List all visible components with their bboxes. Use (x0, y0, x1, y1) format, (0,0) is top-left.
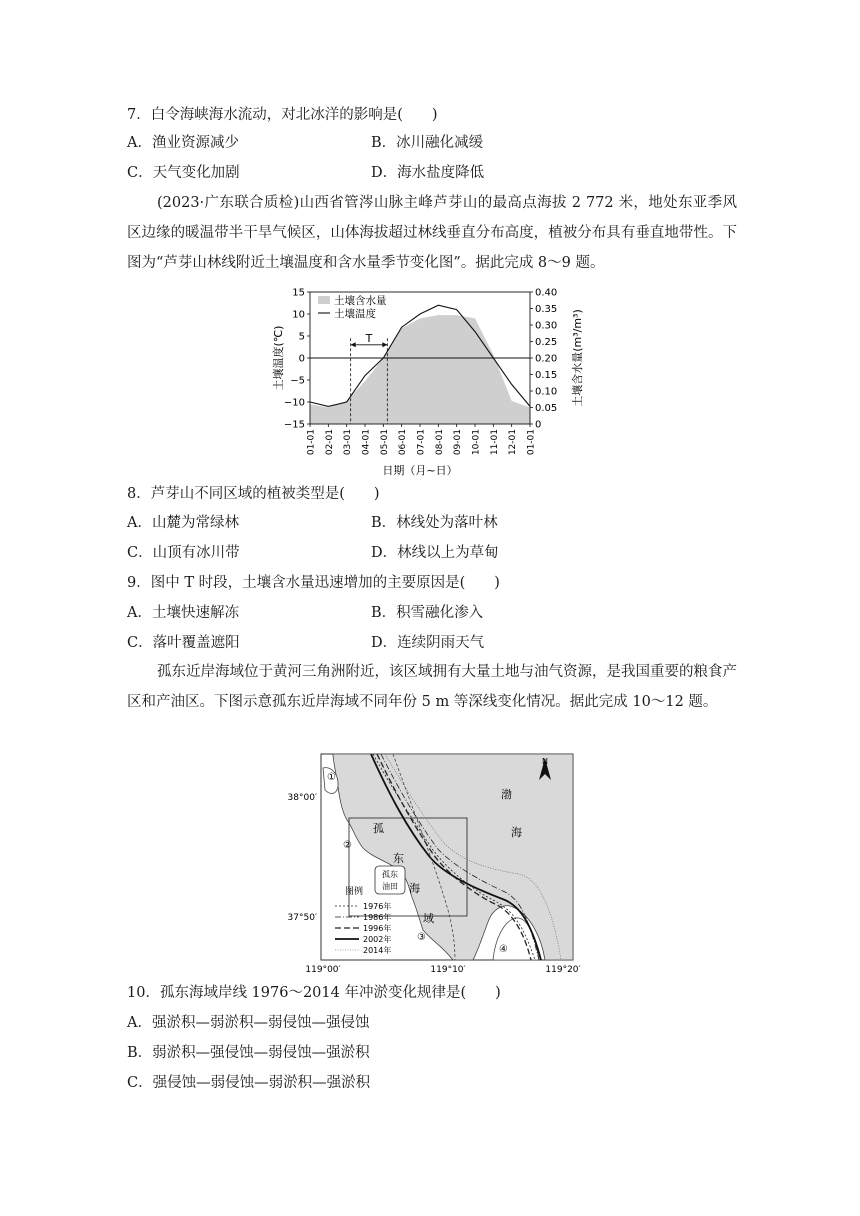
q9-option-d: D．连续阴雨天气 (371, 635, 485, 651)
sea-label-2: 海 (511, 826, 522, 839)
oilfield-label-2: 油田 (382, 882, 398, 891)
x-tick-label: 07-01 (416, 429, 427, 456)
y2-tick-label: 0.15 (535, 370, 558, 381)
q8-option-d: D．林线以上为草甸 (371, 545, 499, 561)
q9-option-a: A．土壤快速解冻 (127, 605, 239, 621)
y-tick-label: 0 (298, 353, 305, 365)
q7-option-a: A．渔业资源减少 (127, 135, 239, 151)
x-tick-label: 11-01 (489, 429, 500, 456)
marker-1: ① (327, 772, 336, 783)
y2-tick-label: 0.25 (535, 337, 558, 348)
q10-option-a: A．强淤积—弱淤积—弱侵蚀—强侵蚀 (127, 1015, 370, 1031)
passage-gudong-text: 孤东近岸海域位于黄河三角洲附近，该区域拥有大量土地与油气资源，是我国重要的粮食产区和产油区。下图示意孤东近岸海域不同年份 5 m 等深线变化情况。据此完成 10～12 题。 (127, 664, 737, 710)
y-tick-label: 5 (298, 331, 305, 343)
q8-option-b: B．林线处为落叶林 (371, 515, 498, 531)
y-tick-label: −5 (290, 375, 305, 387)
period-label: T (365, 331, 373, 345)
legend-moisture: 土壤含水量 (334, 295, 387, 307)
x-tick-label: 12-01 (508, 429, 519, 456)
marker-2: ② (343, 840, 352, 851)
moisture-area (310, 315, 530, 424)
passage-luyashan-text: (2023·广东联合质检)山西省管涔山脉主峰芦芽山的最高点海拔 2 772 米，地处东亚季风区边缘的暖温带半干旱气候区，山体海拔超过林线垂直分布高度，植被分布具有垂直地带性。下图为“芦芽山林线附近土壤温度和含水量季节变化图”。据此完成 8～9 题。 (127, 195, 737, 271)
marker-3: ③ (417, 932, 426, 943)
q7-option-b: B．冰川融化减缓 (371, 135, 484, 151)
y2-tick-label: 0.10 (535, 386, 558, 398)
q10-stem: 10．孤东海域岸线 1976～2014 年冲淤变化规律是( ) (127, 985, 501, 1001)
y2-tick-label: 0 (535, 419, 542, 431)
legend-title: 图例 (345, 887, 364, 897)
legend-temperature: 土壤温度 (334, 308, 376, 320)
y2-tick-label: 0.30 (535, 320, 558, 332)
x-tick-label: 08-01 (434, 429, 445, 456)
q8-option-c: C．山顶有冰川带 (127, 545, 240, 561)
region-char-3: 海 (409, 882, 420, 895)
legend-1996: 1996年 (363, 924, 392, 933)
x-tick-label: 04-01 (361, 429, 372, 456)
y-tick-label: 10 (292, 309, 305, 321)
soil-chart (268, 284, 593, 479)
q10-option-b: B．弱淤积—强侵蚀—弱侵蚀—强淤积 (127, 1045, 370, 1061)
marker-4: ④ (499, 944, 508, 955)
x-tick-label: 05-01 (379, 429, 390, 456)
region-char-2: 东 (393, 852, 404, 865)
q9-option-c: C．落叶覆盖遮阳 (127, 635, 240, 651)
x-tick-label: 09-01 (453, 429, 464, 456)
gudong-map (283, 750, 583, 975)
legend-2002: 2002年 (363, 935, 392, 944)
q9-option-b: B．积雪融化渗入 (371, 605, 484, 621)
oilfield-label-1: 孤东 (382, 870, 398, 879)
y2-tick-label: 0.20 (535, 353, 558, 365)
passage-luyashan (127, 188, 737, 278)
q8-stem: 8．芦芽山不同区域的植被类型是( ) (127, 486, 380, 502)
x-tick-label: 01-01 (526, 429, 537, 456)
legend-2014: 2014年 (363, 946, 392, 955)
x-tick-label: 10-01 (471, 429, 482, 456)
x-tick-label: 01-01 (306, 429, 317, 456)
y-tick-label: −15 (283, 419, 305, 431)
legend-swatch-moisture (318, 296, 330, 304)
y-tick-label: −10 (283, 397, 305, 409)
x-tick-label: 06-01 (398, 429, 409, 456)
period-arrow-right-icon (382, 342, 387, 347)
y-tick-label: 15 (292, 287, 305, 299)
region-char-1: 孤 (373, 822, 384, 835)
q10-option-c: C．强侵蚀—弱侵蚀—弱淤积—强淤积 (127, 1075, 371, 1091)
x-axis-label: 日期（月~日） (382, 464, 458, 477)
y2-tick-label: 0.35 (535, 304, 558, 315)
x-tick-label: 02-01 (324, 429, 335, 456)
y2-axis-label: 土壤含水量(m³/m³) (571, 309, 584, 407)
region-char-4: 域 (423, 912, 434, 925)
y2-tick-label: 0.05 (535, 403, 558, 414)
legend-1976: 1976年 (363, 902, 392, 911)
passage-gudong (127, 657, 737, 717)
q7-stem: 7．白令海峡海水流动，对北冰洋的影响是( ) (127, 107, 438, 123)
y2-tick-label: 0.40 (535, 287, 558, 299)
x-tick-label: 03-01 (343, 429, 354, 456)
lon-label-11900: 119°00′ (305, 965, 341, 975)
lon-label-11910: 119°10′ (430, 965, 466, 975)
legend-1986: 1986年 (363, 913, 392, 922)
period-arrow-left-icon (351, 342, 356, 347)
north-label: N (542, 757, 548, 766)
lat-label-3750: 37°50′ (287, 913, 317, 923)
sea-label-1: 渤 (501, 788, 512, 801)
q8-option-a: A．山麓为常绿林 (127, 515, 239, 531)
q7-option-d: D．海水盐度降低 (371, 165, 485, 181)
lon-label-11920: 119°20′ (545, 965, 581, 975)
y-axis-label: 土壤温度(℃) (272, 325, 285, 391)
q9-stem: 9．图中 T 时段，土壤含水量迅速增加的主要原因是( ) (127, 575, 500, 591)
lat-label-38: 38°00′ (287, 793, 317, 803)
q7-option-c: C．天气变化加剧 (127, 165, 240, 181)
